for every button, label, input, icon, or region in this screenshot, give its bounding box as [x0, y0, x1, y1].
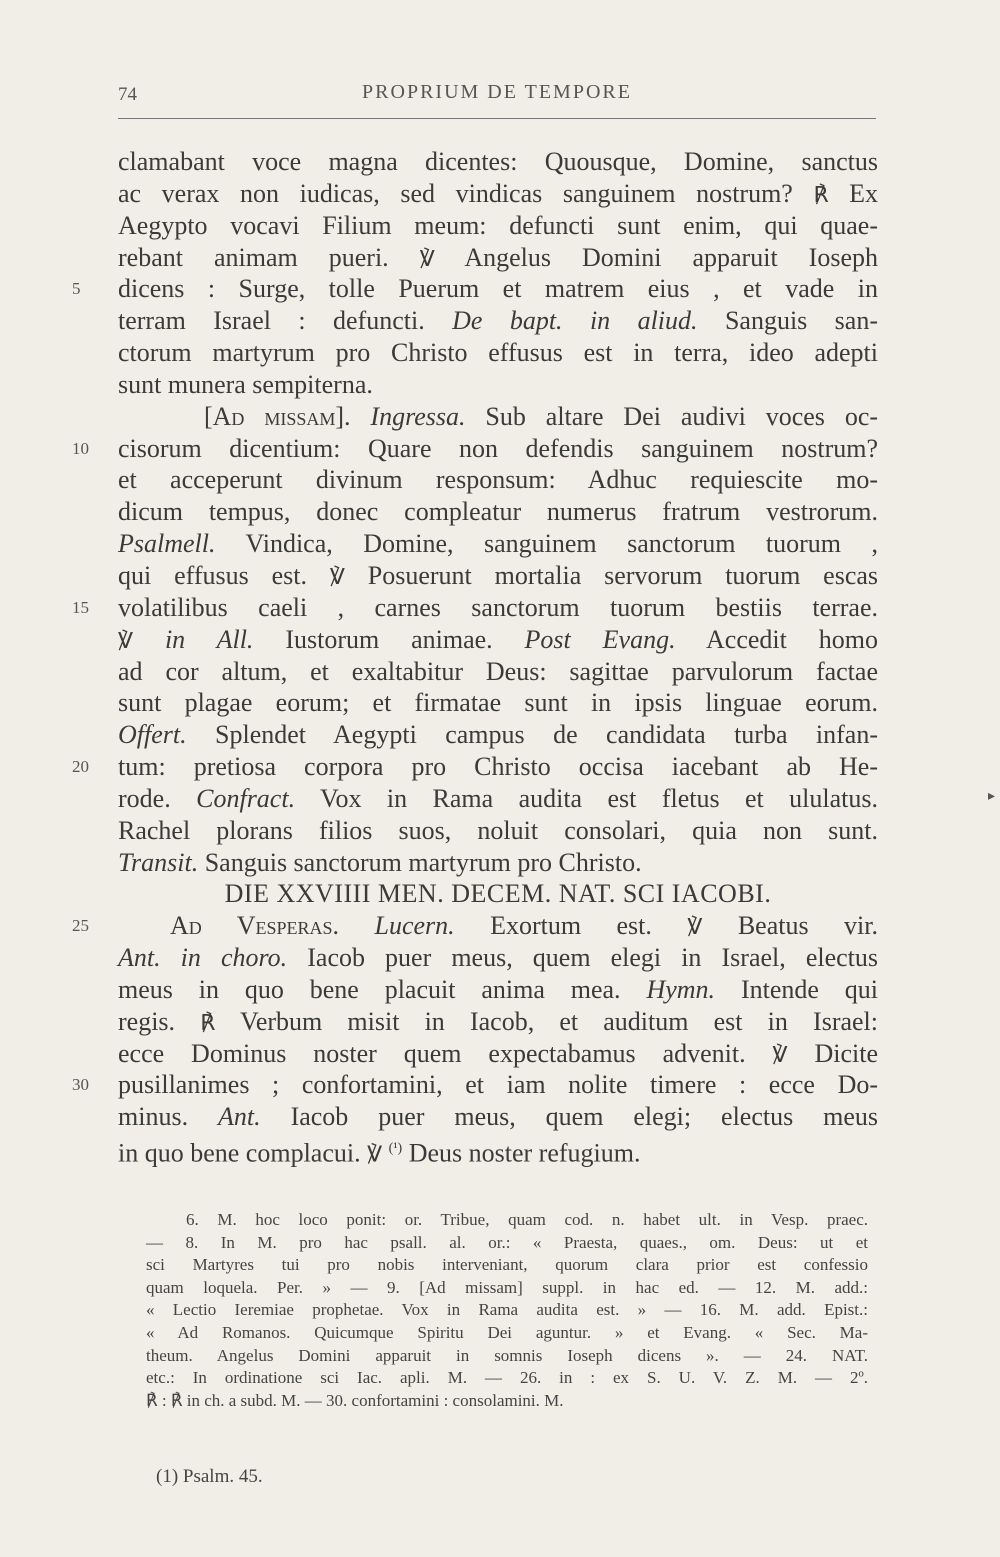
versicle-symbol: ℣ [118, 627, 134, 653]
header-rule [118, 118, 876, 119]
text-line: ad cor altum, et exaltabitur Deus: sagittae parvulorum factae [118, 656, 878, 686]
main-text [72, 146, 879, 1168]
text-line: Ant. in choro. Iacob puer meus, quem elegi in Israel, electus [118, 943, 878, 973]
note-line: sci Martyres tui pro nobis interveniant, quorum clara prior est confessio [146, 1255, 868, 1275]
line-number: 30 [72, 1075, 89, 1095]
line-number: 25 [72, 916, 89, 936]
page-number: 74 [118, 84, 137, 105]
text-line: ℣ in All. Iustorum animae. Post Evang. Accedit homo [118, 624, 878, 654]
footnote: (1) Psalm. 45. [156, 1466, 263, 1487]
text-line: meus in quo bene placuit anima mea. Hymn. Intende qui [118, 974, 879, 1004]
page-header [118, 76, 876, 116]
note-line: « Ad Romanos. Quicumque Spiritu Dei aguntur. » et Evang. « Sec. Ma- [146, 1322, 868, 1342]
note-line: — 8. In M. pro hac psall. al. or.: « Praesta, quaes., om. Deus: ut et [146, 1232, 868, 1252]
text-line: ac verax non iudicas, sed vindicas sanguinem nostrum? ℟ Ex [118, 178, 879, 208]
text-line: et acceperunt divinum responsum: Adhuc requiescite mo- [118, 465, 878, 495]
text-line: [Ad missam]. Ingressa. Sub altare Dei audivi voces oc- [204, 401, 879, 431]
line-number: 10 [72, 438, 89, 458]
text-line: terram Israel : defuncti. De bapt. in aliud. Sanguis san- [118, 306, 878, 336]
text-line: 15 volatilibus caeli , carnes sanctorum tuorum bestiis terrae. [72, 592, 878, 622]
note-line: « Lectio Ieremiae prophetae. Vox in Rama audita est. » — 16. M. add. Epist.: [146, 1300, 868, 1320]
versicle-symbol: ℣ [419, 245, 435, 271]
margin-mark: ▸ [988, 789, 996, 804]
line-number: 5 [72, 279, 81, 299]
text-line: Psalmell. Vindica, Domine, sanguinem sanctorum tuorum , [118, 529, 878, 559]
text-line: Aegypto vocavi Filium meum: defuncti sunt enim, qui quae- [118, 210, 878, 240]
line-number: 20 [72, 757, 89, 777]
text-line: qui effusus est. ℣ Posuerunt mortalia servorum tuorum escas [118, 560, 879, 590]
note-line: 6. M. hoc loco ponit: or. Tribue, quam cod. n. habet ult. in Vesp. praec. [186, 1210, 868, 1229]
text-line: rode. Confract. Vox in Rama audita est fletus et ululatus. [118, 783, 879, 813]
responsory-symbol: ℟ [813, 181, 829, 207]
versicle-symbol: ℣ [367, 1141, 383, 1167]
responsory-symbol: ℟ [200, 1009, 216, 1035]
text-line: rebant animam pueri. ℣ Angelus Domini apparuit Ioseph [118, 242, 878, 272]
section-heading: DIE XXVIIII MEN. DECEM. NAT. SCI IACOBI. [224, 879, 772, 909]
text-line: ecce Dominus noster quem expectabamus advenit. ℣ Dicite [118, 1038, 879, 1068]
note-line: ℟ : ℟ in ch. a subd. M. — 30. confortamini : consolamini. M. [146, 1390, 564, 1410]
text-line: in quo bene complacui. ℣ $^{(^1)}$ Deus noster refugium. [118, 1138, 641, 1168]
text-line: 10 cisorum dicentium: Quare non defendis sanguinem nostrum? [72, 433, 878, 463]
note-line: quam loquela. Per. » — 9. [Ad missam] suppl. in hac ed. — 12. M. add.: [146, 1277, 868, 1297]
text-line: Rachel plorans filios suos, noluit consolari, quia non sunt. [118, 815, 878, 845]
text-line: dicum tempus, donec compleatur numerus fratrum vestrorum. [118, 497, 878, 527]
text-line: Offert. Splendet Aegypti campus de candidata turba infan- [118, 720, 879, 750]
text-line: 20 tum: pretiosa corpora pro Christo occisa iacebant ab He- [72, 752, 878, 782]
line-number: 15 [72, 597, 89, 617]
text-line: minus. Ant. Iacob puer meus, quem elegi; electus meus [118, 1102, 879, 1132]
versicle-symbol: ℣ [687, 914, 703, 940]
text-line: sunt plagae eorum; et firmatae sunt in ipsis linguae eorum. [118, 688, 878, 718]
note-line: etc.: In ordinatione sci Iac. apli. M. — 26. in : ex S. U. V. Z. M. — 2º. [146, 1368, 868, 1388]
text-line: 25 Ad Vesperas. Lucern. Exortum est. ℣ Beatus vir. [72, 911, 878, 941]
critical-notes [146, 1209, 868, 1412]
versicle-symbol: ℣ [329, 563, 345, 589]
text-line: sunt munera sempiterna. [118, 369, 373, 399]
text-line: Transit. Sanguis sanctorum martyrum pro Christo. [118, 847, 642, 877]
text-line: ctorum martyrum pro Christo effusus est in terra, ideo adepti [118, 338, 878, 368]
text-line: 5 dicens : Surge, tolle Puerum et matrem eius , et vade in [72, 274, 878, 304]
footnote-ref: (¹) [388, 1141, 403, 1157]
text-line: clamabant voce magna dicentes: Quousque, Domine, sanctus [118, 147, 878, 176]
note-line: theum. Angelus Domini apparuit in somnis Ioseph dicens ». — 24. NAT. [146, 1345, 868, 1365]
versicle-symbol: ℣ [772, 1041, 788, 1067]
running-title: PROPRIUM DE TEMPORE [362, 81, 632, 103]
text-line: regis. ℟ Verbum misit in Iacob, et auditum est in Israel: [118, 1006, 878, 1036]
text-line: 30 pusillanimes ; confortamini, et iam nolite timere : ecce Do- [72, 1070, 878, 1100]
